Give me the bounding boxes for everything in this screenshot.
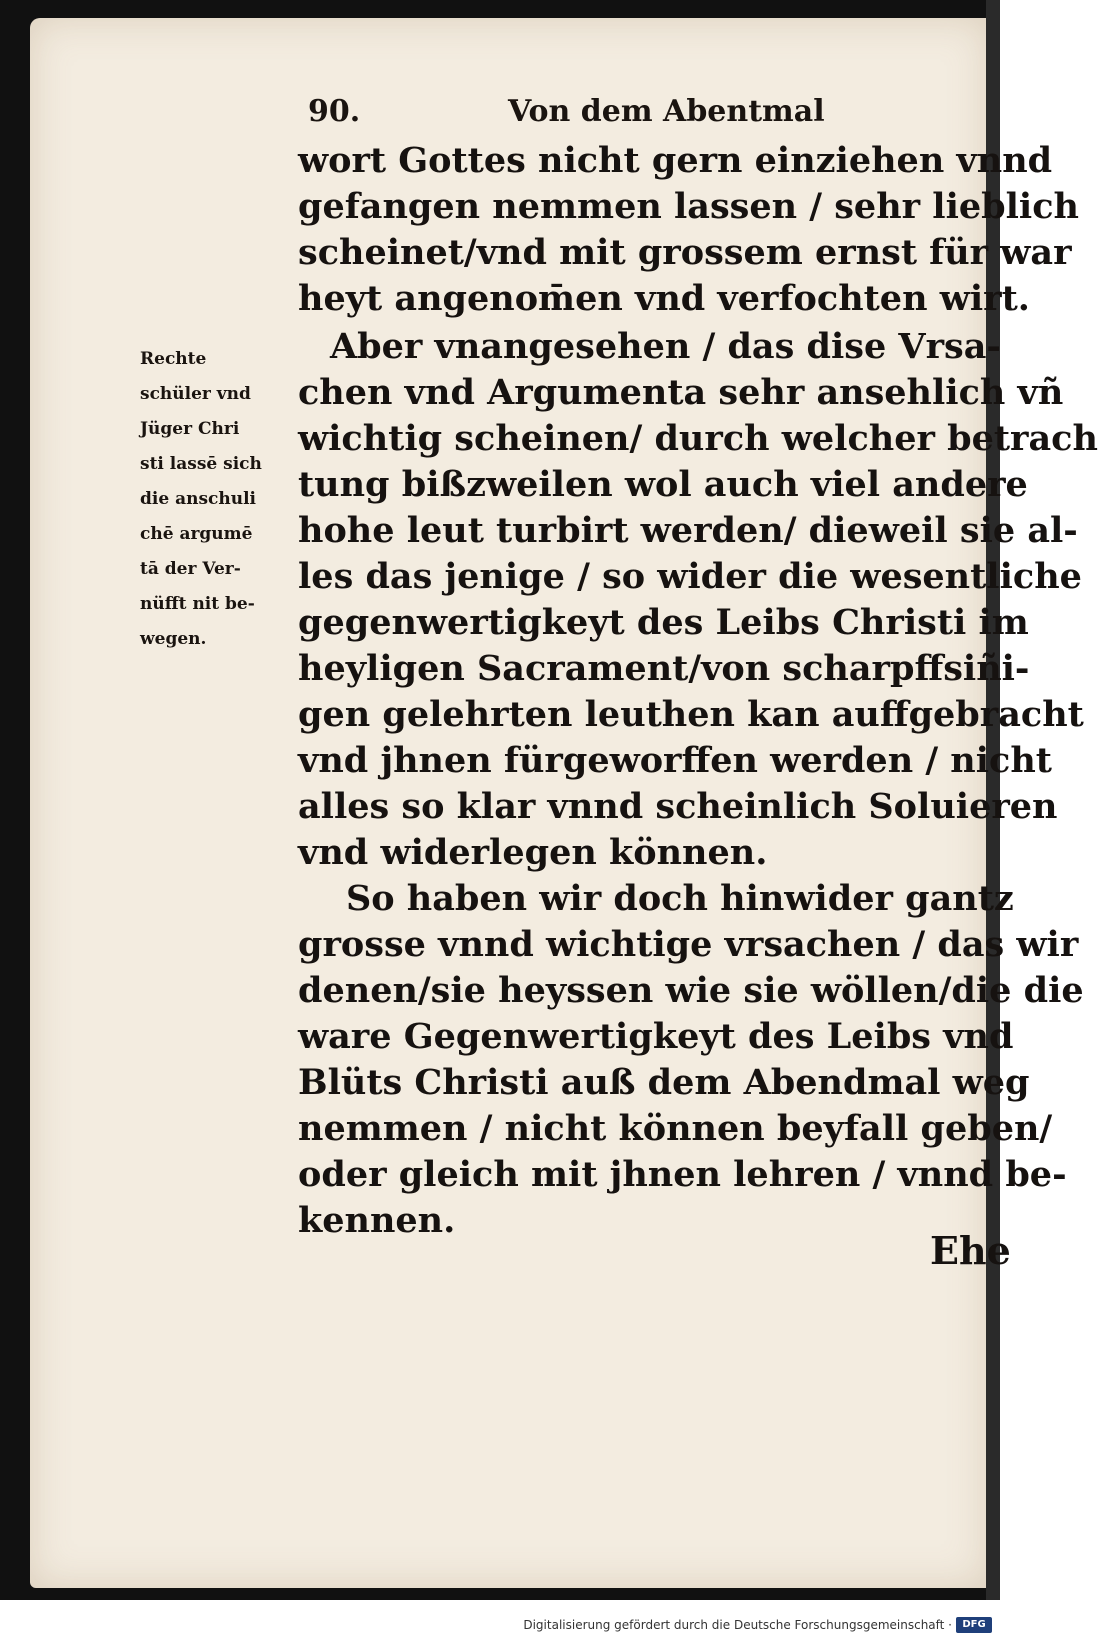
margin-note-line: nüfft nit be- [140, 594, 255, 614]
text-line: vnd widerlegen können. [298, 832, 768, 873]
dfg-logo: DFG [956, 1617, 992, 1633]
text-line: gefangen nemmen lassen / sehr lieblich [298, 186, 1079, 227]
text-line: gegenwertigkeyt des Leibs Christi im [298, 602, 1029, 643]
text-line: heyligen Sacrament/von scharpffsiñi- [298, 648, 1030, 689]
text-line: hohe leut turbirt werden/ dieweil sie al- [298, 510, 1078, 551]
text-line: les das jenige / so wider die wesentliche [298, 556, 1082, 597]
text-line: ware Gegenwertigkeyt des Leibs vnd [298, 1016, 1014, 1057]
text-line: alles so klar vnnd scheinlich Soluieren [298, 786, 1058, 827]
text-line: vnd jhnen fürgeworffen werden / nicht [298, 740, 1052, 781]
text-line: gen gelehrten leuthen kan auffgebracht [298, 694, 1084, 735]
footer-credit: Digitalisierung gefördert durch die Deutsche Forschungsgemeinschaft · [523, 1618, 952, 1632]
text-line: wichtig scheinen/ durch welcher betrach [298, 418, 1098, 459]
text-line: kennen. [298, 1200, 456, 1241]
text-line: nemmen / nicht können beyfall geben/ [298, 1108, 1053, 1149]
text-line: heyt angenom̄en vnd verfochten wirt. [298, 278, 1030, 319]
text-line: chen vnd Argumenta sehr ansehlich vñ [298, 372, 1064, 413]
text-line: wort Gottes nicht gern einziehen vnnd [298, 140, 1053, 181]
margin-note-line: wegen. [140, 629, 207, 649]
margin-note-line: Jüger Chri [140, 419, 240, 439]
page-header [308, 88, 928, 138]
text-line: Blüts Christi auß dem Abendmal weg [298, 1062, 1030, 1103]
text-line: Aber vnangesehen / das dise Vrsa- [330, 326, 1001, 367]
text-line: scheinet/vnd mit grossem ernst für war [298, 232, 1072, 273]
margin-note-line: Rechte [140, 349, 207, 369]
running-title: Von dem Abentmal [508, 94, 825, 129]
text-line: oder gleich mit jhnen lehren / vnnd be- [298, 1154, 1067, 1195]
page-number: 90. [308, 94, 361, 129]
margin-note-line: chē argumē [140, 524, 253, 544]
margin-note-line: tā der Ver- [140, 559, 241, 579]
text-line: denen/sie heyssen wie sie wöllen/die die [298, 970, 1084, 1011]
margin-note [140, 342, 280, 657]
margin-note-line: schüler vnd [140, 384, 251, 404]
margin-note-line: sti lassē sich [140, 454, 262, 474]
text-line: grosse vnnd wichtige vrsachen / das wir [298, 924, 1079, 965]
text-line: tung bißzweilen wol auch viel andere [298, 464, 1028, 505]
text-line: So haben wir doch hinwider gantz [346, 878, 1014, 919]
footer [0, 1600, 1000, 1642]
margin-note-line: die anschuli [140, 489, 257, 509]
catchword: Ehe [930, 1228, 1011, 1273]
